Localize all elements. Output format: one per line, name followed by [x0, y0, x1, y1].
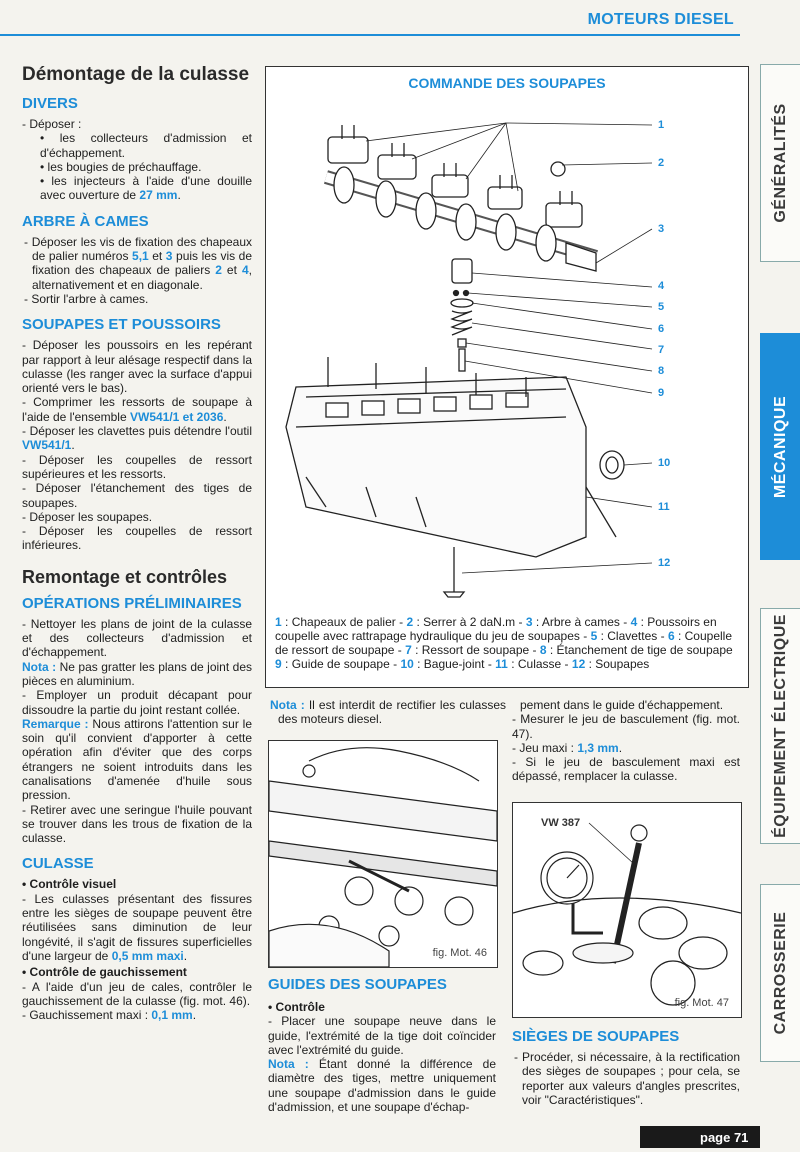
page-header: [0, 0, 800, 38]
figure-legend: 1 : Chapeaux de palier - 2 : Serrer à 2 daN.m - 3 : Arbre à cames - 4 : Poussoirs en coupelle avec rattrapage hydraulique du jeu de soupapes - 5 : Clavettes - 6 : Coupelle de ressort de soupape - 7 : Ressort de soupape - 8 : Étanchement de tige de soupape 9 : Guide de soupape - 10 : Bague-joint - 11 : Culasse - 12 : Soupapes: [275, 615, 733, 671]
soupapes-text: - Déposer les poussoirs en les repérant par rapport à leur alésage respectif dans la culasse (les ranger avec la surface d'appui orienté vers le bas). - Comprimer les ressorts de soupape à l'aide de l'ensemble VW541/1 et 2036. - Déposer les clavettes puis détendre l'outil VW541/1. - Déposer les coupelles de ressort supérieures et les ressorts. - Déposer l'étanchement des tiges de soupapes. - Déposer les soupapes. - Déposer les coupelles de ressort inférieures.: [22, 338, 252, 553]
right-text: pement dans le guide d'échappement. - Mesurer le jeu de basculement (fig. mot. 47). - Jeu maxi : 1,3 mm. - Si le jeu de basculement maxi est dépassé, remplacer la culasse.: [512, 698, 740, 784]
left-column: [22, 65, 252, 1022]
cylinder-head-drawing: [266, 67, 748, 607]
dial-gauge-drawing: [513, 803, 741, 1017]
callout-4: 4: [658, 280, 665, 292]
fig46-caption: fig. Mot. 46: [432, 947, 487, 959]
operations-text: - Nettoyer les plans de joint de la culasse et des collecteurs d'admission et d'échappement. Nota : Ne pas gratter les plans de joint des pièces en aluminium. - Employer un produit décapant pour dissoudre la partie du joint restant collée. Remarque : Nous attirons l'attention sur le soin qu'il convient d'apporter à cette opération afin d'éviter que des corps étrangers ne soient introduits dans les canalisations d'amenée d'huile sous pression. - Retirer avec une seringue l'huile pouvant se trouver dans les trous de fixation de la culasse.: [22, 616, 253, 846]
tappet-icon: [452, 259, 472, 283]
tab-carrosserie[interactable]: CARROSSERIE: [760, 884, 800, 1062]
title-demontage: Démontage de la culasse: [22, 64, 250, 85]
straightedge-check-drawing: [269, 741, 497, 967]
page-number: page 71: [700, 1130, 749, 1145]
callout-9: 9: [658, 387, 665, 399]
arbre-text-1: - Déposer les vis de fixation des chapeaux de palier numéros 5,1 et 3 puis les vis de fixation des chapeaux de paliers 2 et 4, alternativement et en diagonale.: [24, 234, 253, 292]
fig47-caption: fig. Mot. 47: [674, 997, 729, 1009]
callout-12: 12: [658, 557, 671, 569]
section-title: MOTEURS DIESEL: [587, 11, 734, 28]
callout-7: 7: [658, 344, 665, 356]
culasse-text: • Contrôle visuel - Les culasses présentant des fissures entre les sièges de soupape peuvent être réutilisées sans diminution de leur longévité, il s'agit de fissures superficielles d'une largeur de 0,5 mm maxi. • Contrôle de gauchissement - A l'aide d'un jeu de cales, contrôler le gauchissement de la culasse (fig. mot. 46). - Gauchissement maxi : 0,1 mm.: [22, 877, 252, 1023]
heading-soupapes-poussoirs: SOUPAPES ET POUSSOIRS: [22, 316, 221, 334]
arbre-text-2: - Sortir l'arbre à cames.: [24, 291, 149, 306]
tab-equipement-electrique[interactable]: ÉQUIPEMENT ÉLECTRIQUE: [760, 608, 800, 844]
figure-mot-47: [512, 802, 742, 1018]
callout-3: 3: [658, 223, 665, 235]
figure-title: COMMANDE DES SOUPAPES: [408, 75, 606, 91]
nota-rectifier: Nota : Il est interdit de rectifier les culasses des moteurs diesel.: [270, 698, 507, 727]
cylinder-head-icon: [286, 357, 616, 557]
callout-6: 6: [658, 323, 665, 335]
figure-commande-soupapes: [265, 66, 749, 688]
callout-11: 11: [658, 501, 670, 513]
tab-mecanique[interactable]: MÉCANIQUE: [760, 333, 800, 560]
callout-8: 8: [658, 365, 665, 377]
callout-5: 5: [658, 301, 665, 313]
heading-culasse: CULASSE: [22, 855, 94, 873]
heading-sieges: SIÈGES DE SOUPAPES: [512, 1028, 680, 1045]
header-rule: [0, 34, 740, 36]
tab-generalites[interactable]: GÉNÉRALITÉS: [760, 64, 800, 262]
guides-section: GUIDES DES SOUPAPES • Contrôle - Placer une soupape neuve dans le guide, l'extrémité de la tige doit coïncider avec l'extrémité du guide. Nota : Étant donné la différence de diamètre des tiges, mettre uniquement une soupape d'admission dans le guide d'admission, et une soupape d'échap-: [268, 976, 496, 1115]
callout-1: 1: [658, 119, 665, 131]
tool-label: VW 387: [541, 817, 581, 829]
title-remontage: Remontage et contrôles: [22, 566, 228, 587]
heading-guides: GUIDES DES SOUPAPES: [268, 976, 447, 993]
callout-10: 10: [658, 457, 671, 469]
divers-text: - Déposer : • les collecteurs d'admission et d'échappement. • les bougies de préchauffage. • les injecteurs à l'aide d'une douille avec ouverture de 27 mm.: [22, 117, 252, 203]
sieges-section: SIÈGES DE SOUPAPES - Procéder, si nécessaire, à la rectification des sièges de soupapes ; pour cela, se reporter aux valeurs d'angles prescrites, voir "Caractéristiques".: [512, 1028, 740, 1107]
callout-2: 2: [658, 157, 665, 169]
heading-operations: OPÉRATIONS PRÉLIMINAIRES: [22, 594, 242, 612]
figure-mot-46: [268, 740, 498, 968]
valve-icon: [444, 547, 464, 597]
heading-arbre-a-cames: ARBRE À CAMES: [22, 212, 149, 230]
heading-divers: DIVERS: [22, 95, 78, 112]
